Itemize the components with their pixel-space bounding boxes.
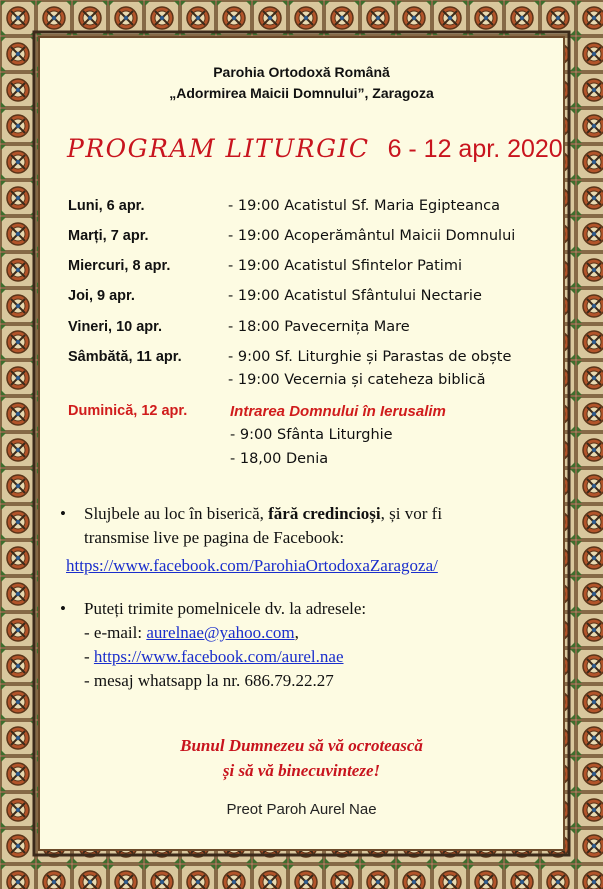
note-broadcast	[60, 502, 550, 578]
sunday-day: Duminică, 12 apr.	[68, 403, 188, 419]
blessing-line2: și să vă binecuvinteze!	[222, 761, 381, 780]
facebook-line	[60, 645, 550, 669]
note-pomelnice	[60, 597, 550, 693]
schedule-event: - 19:00 Acatistul Sfintelor Patimi	[228, 258, 462, 274]
note-text: Slujbele au loc în biserică,	[84, 504, 264, 523]
bullet: •	[60, 599, 66, 618]
title-dates: 6 - 12 apr. 2020	[387, 135, 563, 163]
facebook-prefix: -	[84, 647, 90, 666]
email-suffix: ,	[294, 623, 299, 642]
schedule-day: Luni, 6 apr.	[68, 198, 145, 214]
note-pomelnice-line1: Puteți trimite pomelnicele dv. la adresele:	[84, 599, 367, 618]
whatsapp-line: - mesaj whatsapp la nr. 686.79.22.27	[84, 671, 334, 690]
schedule-day: Marți, 7 apr.	[68, 228, 149, 244]
schedule-event: - 19:00 Acoperământul Maicii Domnului	[228, 228, 516, 244]
title-main: PROGRAM LITURGIC	[67, 134, 370, 163]
announcement-panel	[38, 36, 565, 851]
note-text: , și vor fi	[380, 504, 443, 523]
schedule-day: Joi, 9 apr.	[68, 288, 135, 304]
schedule-day: Miercuri, 8 apr.	[68, 258, 171, 274]
facebook-priest-link[interactable]: https://www.facebook.com/aurel.nae	[93, 647, 344, 666]
schedule-event: - 9:00 Sf. Liturghie și Parastas de obște	[228, 349, 512, 365]
schedule-day: Vineri, 10 apr.	[68, 319, 163, 335]
program-title	[67, 134, 563, 164]
email-line	[60, 621, 550, 645]
schedule-event: - 18:00 Pavecernița Mare	[228, 319, 410, 335]
schedule-event: - 19:00 Acatistul Sf. Maria Egipteanca	[228, 198, 501, 214]
email-prefix: - e-mail:	[84, 623, 143, 642]
schedule-event: - 19:00 Acatistul Sfântului Nectarie	[228, 288, 482, 304]
schedule-event: - 19:00 Vecernia și cateheza biblică	[228, 372, 486, 388]
note-emphasis: fără credincioși	[268, 504, 381, 523]
sunday-event: - 18,00 Denia	[230, 451, 329, 467]
sunday-feast: Intrarea Domnului în Ierusalim	[230, 403, 446, 420]
bullet: •	[60, 504, 66, 523]
note-broadcast-line1	[60, 502, 550, 526]
church-name: „Adormirea Maicii Domnului”, Zaragoza	[169, 85, 434, 101]
email-link[interactable]: aurelnae@yahoo.com	[146, 623, 295, 642]
facebook-parish-link[interactable]: https://www.facebook.com/ParohiaOrtodoxaZaragoza/	[66, 556, 438, 575]
note-broadcast-line2: transmise live pe pagina de Facebook:	[84, 528, 345, 547]
sunday-event: - 9:00 Sfânta Liturghie	[230, 427, 393, 443]
schedule-day: Sâmbătă, 11 apr.	[68, 349, 182, 365]
parish-name: Parohia Ortodoxă Română	[213, 64, 390, 80]
blessing-line1: Bunul Dumnezeu să vă ocrotească	[180, 736, 423, 755]
signature: Preot Paroh Aurel Nae	[226, 801, 377, 818]
